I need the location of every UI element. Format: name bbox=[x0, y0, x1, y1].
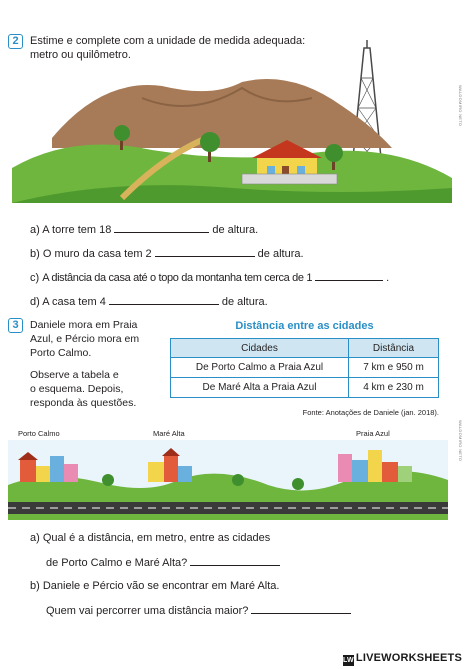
instruction-line: Observe a tabela e bbox=[30, 369, 119, 381]
instruction-line: responda às questões. bbox=[30, 397, 137, 409]
question-text: de Porto Calmo e Maré Alta? bbox=[46, 557, 188, 569]
item-text-end: de altura. bbox=[221, 296, 268, 308]
wall-icon bbox=[242, 174, 337, 184]
place-label-mare-alta: Maré Alta bbox=[153, 429, 185, 438]
answer-blank[interactable] bbox=[114, 222, 209, 233]
place-label-porto-calmo: Porto Calmo bbox=[18, 429, 60, 438]
intro-line: Porto Calmo. bbox=[30, 347, 92, 359]
table-header-cell: Distância bbox=[349, 339, 439, 358]
table-cell: De Porto Calmo a Praia Azul bbox=[171, 358, 349, 378]
intro-line: Azul, e Pércio mora em bbox=[30, 333, 140, 345]
q3-question-b-line2 bbox=[46, 603, 354, 618]
q3-question-a-line2 bbox=[46, 555, 283, 570]
table-title: Distância entre as cidades bbox=[235, 320, 374, 332]
question-letter: b) bbox=[30, 580, 40, 592]
landscape-illustration bbox=[12, 38, 452, 203]
instruction-line: o esquema. Depois, bbox=[30, 383, 124, 395]
question-3-intro bbox=[30, 318, 165, 360]
q2-item-d bbox=[30, 294, 268, 309]
item-text: A casa tem 4 bbox=[42, 296, 106, 308]
question-letter: a) bbox=[30, 532, 40, 544]
brand-name: LIVEWORKSHEETS bbox=[355, 652, 462, 664]
item-letter: d) bbox=[30, 296, 40, 308]
table-source: Fonte: Anotações de Daniele (jan. 2018). bbox=[302, 408, 439, 417]
instruction-line-2: metro ou quilômetro. bbox=[30, 49, 131, 61]
item-text: A distância da casa até o topo da montanha tem cerca de 1 bbox=[42, 272, 313, 284]
item-text: A torre tem 18 bbox=[42, 224, 112, 236]
q2-item-c bbox=[30, 270, 389, 285]
item-text: O muro da casa tem 2 bbox=[42, 248, 152, 260]
answer-blank[interactable] bbox=[315, 270, 383, 281]
distance-table bbox=[170, 338, 439, 398]
item-text-end: . bbox=[386, 272, 390, 284]
instruction-line-1: Estime e complete com a unidade de medida adequada: bbox=[30, 35, 306, 47]
item-letter: b) bbox=[30, 248, 40, 260]
scheme-illustration bbox=[8, 440, 448, 520]
question-3-instruction bbox=[30, 368, 165, 410]
answer-blank[interactable] bbox=[190, 555, 280, 566]
question-text: Qual é a distância, em metro, entre as cidades bbox=[42, 532, 271, 544]
question-3-number: 3 bbox=[8, 318, 23, 333]
item-text-end: de altura. bbox=[257, 248, 304, 260]
item-letter: a) bbox=[30, 224, 40, 236]
illustration-credit: WALDOMIRO NETO bbox=[458, 85, 463, 127]
q2-item-b bbox=[30, 246, 304, 261]
place-label-praia-azul: Praia Azul bbox=[356, 429, 390, 438]
item-letter: c) bbox=[30, 272, 40, 284]
logo-mark-icon: LW bbox=[342, 657, 354, 664]
scheme-credit: WALDOMIRO NETO bbox=[458, 420, 463, 462]
table-cell: De Maré Alta a Praia Azul bbox=[171, 378, 349, 398]
q2-item-a bbox=[30, 222, 258, 237]
table-cell: 4 km e 230 m bbox=[349, 378, 439, 398]
answer-blank[interactable] bbox=[155, 246, 255, 257]
question-text: Daniele e Pércio vão se encontrar em Maré Alta. bbox=[42, 580, 280, 592]
liveworksheets-logo[interactable] bbox=[343, 652, 462, 666]
q3-question-a bbox=[30, 531, 270, 545]
table-row bbox=[171, 358, 439, 378]
mountain-shape bbox=[52, 79, 392, 148]
answer-blank[interactable] bbox=[251, 603, 351, 614]
answer-blank[interactable] bbox=[109, 294, 219, 305]
table-cell: 7 km e 950 m bbox=[349, 358, 439, 378]
table-row bbox=[171, 378, 439, 398]
table-header-cell: Cidades bbox=[171, 339, 349, 358]
q3-question-b bbox=[30, 579, 279, 593]
road bbox=[8, 502, 448, 514]
intro-line: Daniele mora em Praia bbox=[30, 319, 138, 331]
table-header-row bbox=[171, 339, 439, 358]
question-2-number: 2 bbox=[8, 34, 23, 49]
item-text-end: de altura. bbox=[212, 224, 259, 236]
question-text: Quem vai percorrer uma distância maior? bbox=[46, 605, 249, 617]
